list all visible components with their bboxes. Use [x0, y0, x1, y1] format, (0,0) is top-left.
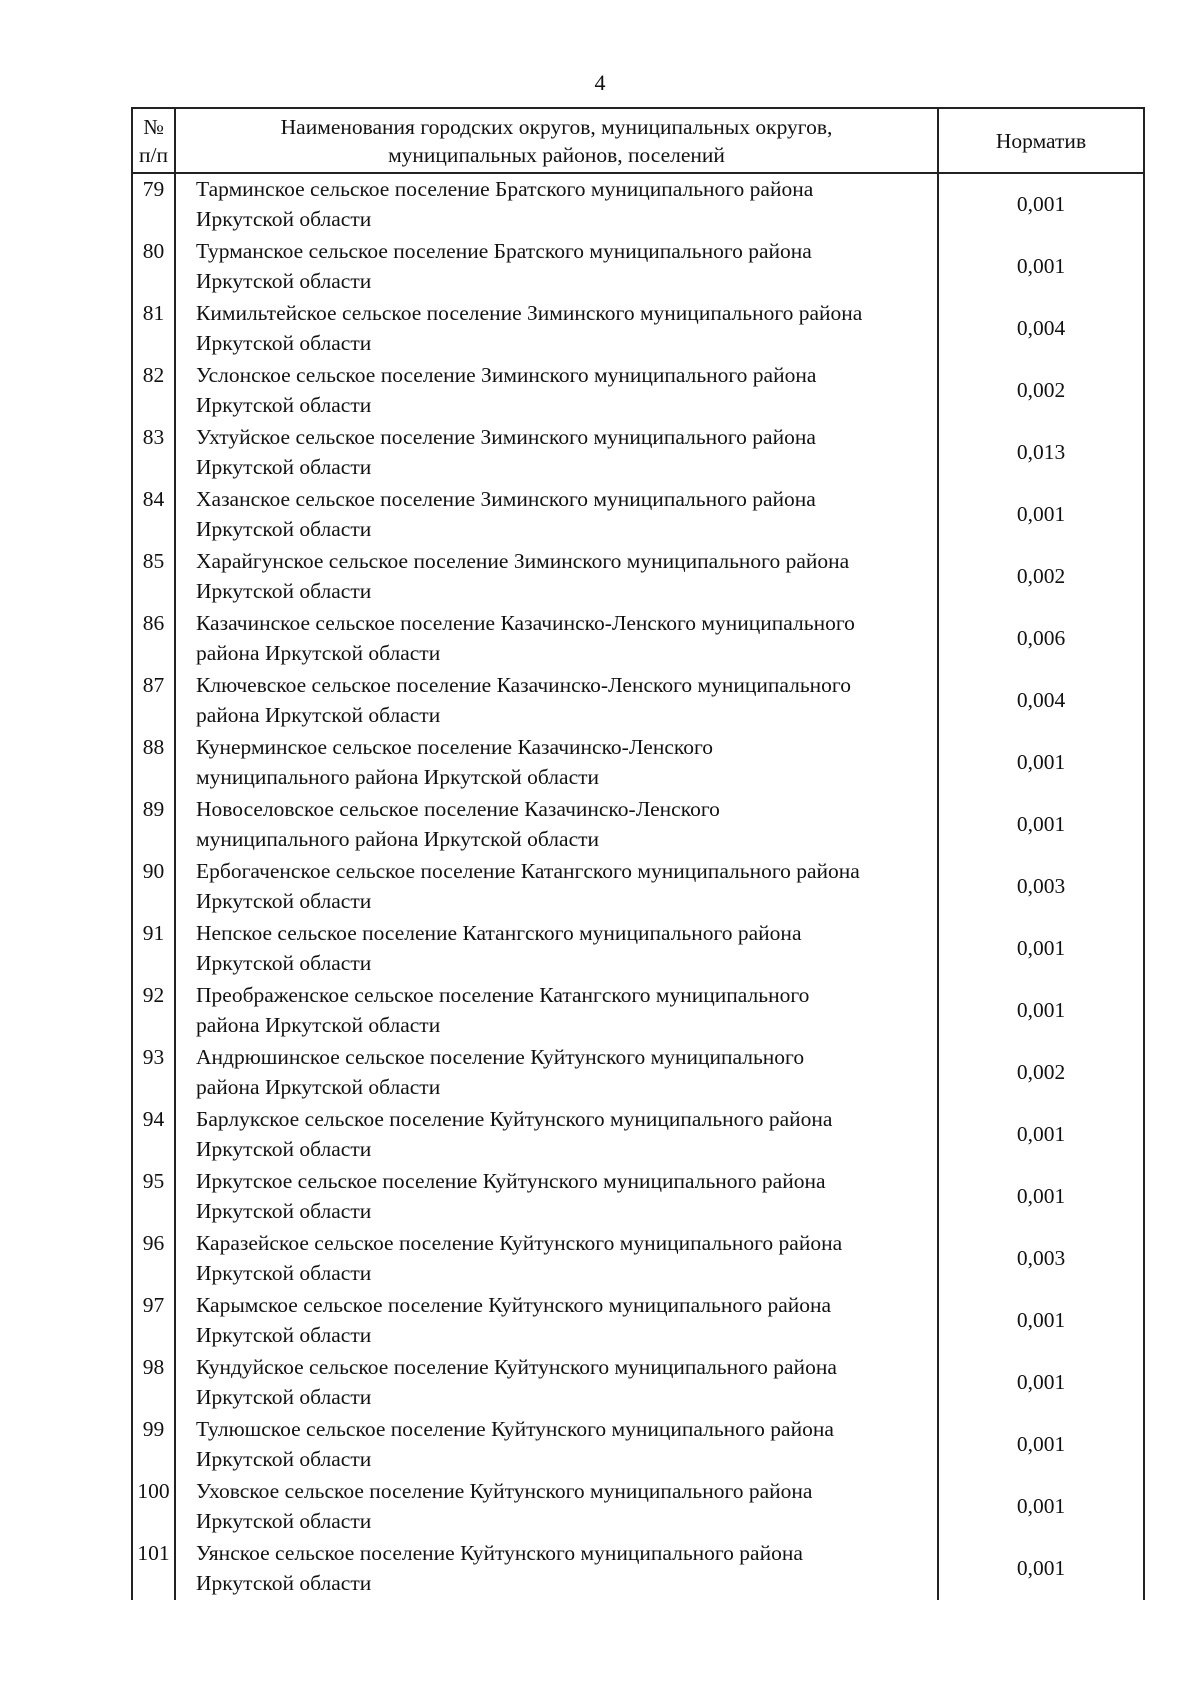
settlement-name-line2: муниципального района Иркутской области [196, 764, 600, 789]
normative-value: 0,001 [938, 980, 1144, 1042]
header-number-line2: п/п [139, 142, 168, 167]
settlement-name-line2: Иркутской области [196, 330, 372, 355]
settlement-name [175, 670, 938, 732]
settlement-name-line1: Ключевское сельское поселение Казачинско-Ленского муниципального [196, 673, 851, 697]
header-normative: Норматив [938, 108, 1144, 173]
table-row [132, 484, 1144, 546]
table-row [132, 1042, 1144, 1104]
settlement-name-line2: Иркутской области [196, 1136, 372, 1161]
row-number: 97 [132, 1290, 175, 1352]
normative-value: 0,002 [938, 360, 1144, 422]
normative-value: 0,001 [938, 732, 1144, 794]
table-row [132, 1104, 1144, 1166]
normative-value: 0,001 [938, 1290, 1144, 1352]
table-header [132, 108, 1144, 173]
row-number: 89 [132, 794, 175, 856]
settlement-name [175, 173, 938, 236]
settlement-name-line2: Иркутской области [196, 1322, 372, 1347]
header-name-line2: муниципальных районов, поселений [388, 142, 725, 167]
row-number: 86 [132, 608, 175, 670]
settlement-name [175, 1538, 938, 1600]
settlement-name [175, 1104, 938, 1166]
normative-value: 0,001 [938, 1476, 1144, 1538]
table-row [132, 794, 1144, 856]
page-number: 4 [594, 70, 606, 95]
settlement-name-line1: Казачинское сельское поселение Казачинско-Ленского муниципального [196, 611, 855, 635]
normative-value: 0,001 [938, 1352, 1144, 1414]
settlement-name [175, 422, 938, 484]
settlement-name [175, 1166, 938, 1228]
settlement-name-line2: района Иркутской области [196, 1012, 441, 1037]
settlement-name [175, 546, 938, 608]
settlement-name-line2: района Иркутской области [196, 702, 441, 727]
settlement-name-line1: Хазанское сельское поселение Зиминского муниципального района [196, 487, 816, 511]
settlement-name [175, 1042, 938, 1104]
settlement-name-line1: Турманское сельское поселение Братского муниципального района [196, 239, 812, 263]
table-row [132, 173, 1144, 236]
settlement-name-line1: Непское сельское поселение Катангского муниципального района [196, 921, 802, 945]
settlement-name-line2: Иркутской области [196, 1570, 372, 1595]
table-row [132, 1228, 1144, 1290]
table-row [132, 236, 1144, 298]
settlement-name-line1: Кундуйское сельское поселение Куйтунского муниципального района [196, 1355, 837, 1379]
row-number: 94 [132, 1104, 175, 1166]
row-number: 101 [132, 1538, 175, 1600]
settlement-name [175, 360, 938, 422]
settlement-name-line1: Барлукское сельское поселение Куйтунского муниципального района [196, 1107, 833, 1131]
settlement-name [175, 794, 938, 856]
settlement-name [175, 856, 938, 918]
settlement-name [175, 484, 938, 546]
settlement-name-line1: Услонское сельское поселение Зиминского муниципального района [196, 363, 817, 387]
settlement-name-line1: Ербогаченское сельское поселение Катангского муниципального района [196, 859, 860, 883]
normative-value: 0,001 [938, 236, 1144, 298]
normative-value: 0,004 [938, 670, 1144, 732]
settlement-name-line1: Кимильтейское сельское поселение Зиминского муниципального района [196, 301, 863, 325]
settlement-name-line1: Ухтуйское сельское поселение Зиминского муниципального района [196, 425, 816, 449]
row-number: 88 [132, 732, 175, 794]
settlement-name-line1: Харайгунское сельское поселение Зиминского муниципального района [196, 549, 850, 573]
settlement-name-line2: Иркутской области [196, 392, 372, 417]
table-row [132, 856, 1144, 918]
table-row [132, 1538, 1144, 1600]
settlement-name-line1: Уянское сельское поселение Куйтунского муниципального района [196, 1541, 803, 1565]
settlement-name [175, 298, 938, 360]
table-row [132, 980, 1144, 1042]
row-number: 96 [132, 1228, 175, 1290]
settlement-name-line2: Иркутской области [196, 516, 372, 541]
settlement-name [175, 1290, 938, 1352]
row-number: 93 [132, 1042, 175, 1104]
normative-value: 0,003 [938, 1228, 1144, 1290]
row-number: 92 [132, 980, 175, 1042]
settlement-name [175, 1228, 938, 1290]
table-row [132, 298, 1144, 360]
normatives-table [131, 107, 1145, 1600]
table-row [132, 360, 1144, 422]
settlement-name-line2: Иркутской области [196, 268, 372, 293]
table-row [132, 670, 1144, 732]
row-number: 85 [132, 546, 175, 608]
normative-value: 0,001 [938, 484, 1144, 546]
settlement-name [175, 608, 938, 670]
settlement-name-line2: Иркутской области [196, 1260, 372, 1285]
settlement-name-line1: Уховское сельское поселение Куйтунского муниципального района [196, 1479, 813, 1503]
row-number: 80 [132, 236, 175, 298]
normative-value: 0,006 [938, 608, 1144, 670]
table-row [132, 1476, 1144, 1538]
settlement-name-line1: Карымское сельское поселение Куйтунского муниципального района [196, 1293, 832, 1317]
settlement-name-line1: Новоселовское сельское поселение Казачинско-Ленского [196, 797, 720, 821]
settlement-name [175, 236, 938, 298]
row-number: 83 [132, 422, 175, 484]
settlement-name-line1: Преображенское сельское поселение Катангского муниципального [196, 983, 810, 1007]
normative-value: 0,001 [938, 1104, 1144, 1166]
settlement-name-line2: района Иркутской области [196, 1074, 441, 1099]
settlement-name [175, 918, 938, 980]
normative-value: 0,001 [938, 794, 1144, 856]
row-number: 99 [132, 1414, 175, 1476]
row-number: 91 [132, 918, 175, 980]
table-row [132, 546, 1144, 608]
normative-value: 0,013 [938, 422, 1144, 484]
normative-value: 0,002 [938, 1042, 1144, 1104]
row-number: 87 [132, 670, 175, 732]
normative-value: 0,001 [938, 1538, 1144, 1600]
table-row [132, 1290, 1144, 1352]
settlement-name-line1: Тарминское сельское поселение Братского муниципального района [196, 177, 814, 201]
row-number: 81 [132, 298, 175, 360]
row-number: 90 [132, 856, 175, 918]
normative-value: 0,001 [938, 1166, 1144, 1228]
settlement-name-line2: Иркутской области [196, 1508, 372, 1533]
row-number: 84 [132, 484, 175, 546]
row-number: 98 [132, 1352, 175, 1414]
table-row [132, 1414, 1144, 1476]
header-number [132, 108, 175, 173]
settlement-name-line2: Иркутской области [196, 206, 372, 231]
settlement-name-line2: Иркутской области [196, 1198, 372, 1223]
table-row [132, 1166, 1144, 1228]
header-number-line1: № [143, 114, 164, 139]
header-name-line1: Наименования городских округов, муниципальных округов, [280, 114, 833, 139]
normative-value: 0,001 [938, 918, 1144, 980]
normative-value: 0,001 [938, 173, 1144, 236]
header-name [175, 108, 938, 173]
settlement-name [175, 980, 938, 1042]
row-number: 100 [132, 1476, 175, 1538]
settlement-name-line1: Андрюшинское сельское поселение Куйтунского муниципального [196, 1045, 805, 1069]
settlement-name-line2: Иркутской области [196, 888, 372, 913]
row-number: 95 [132, 1166, 175, 1228]
settlement-name [175, 732, 938, 794]
settlement-name-line2: Иркутской области [196, 1384, 372, 1409]
settlement-name [175, 1476, 938, 1538]
table-row [132, 1352, 1144, 1414]
settlement-name-line1: Кунерминское сельское поселение Казачинско-Ленского [196, 735, 714, 759]
table-row [132, 732, 1144, 794]
settlement-name-line2: Иркутской области [196, 578, 372, 603]
settlement-name-line2: Иркутской области [196, 950, 372, 975]
settlement-name-line1: Каразейское сельское поселение Куйтунского муниципального района [196, 1231, 843, 1255]
row-number: 82 [132, 360, 175, 422]
settlement-name [175, 1414, 938, 1476]
settlement-name-line1: Иркутское сельское поселение Куйтунского муниципального района [196, 1169, 826, 1193]
settlement-name-line2: Иркутской области [196, 454, 372, 479]
table-row [132, 918, 1144, 980]
normative-value: 0,002 [938, 546, 1144, 608]
normative-value: 0,001 [938, 1414, 1144, 1476]
header-row [132, 108, 1144, 173]
settlement-name [175, 1352, 938, 1414]
settlement-name-line2: муниципального района Иркутской области [196, 826, 600, 851]
normative-value: 0,003 [938, 856, 1144, 918]
table-body [132, 173, 1144, 1600]
table-row [132, 608, 1144, 670]
settlement-name-line2: района Иркутской области [196, 640, 441, 665]
settlement-name-line2: Иркутской области [196, 1446, 372, 1471]
normative-value: 0,004 [938, 298, 1144, 360]
table-row [132, 422, 1144, 484]
row-number: 79 [132, 173, 175, 236]
settlement-name-line1: Тулюшское сельское поселение Куйтунского муниципального района [196, 1417, 834, 1441]
